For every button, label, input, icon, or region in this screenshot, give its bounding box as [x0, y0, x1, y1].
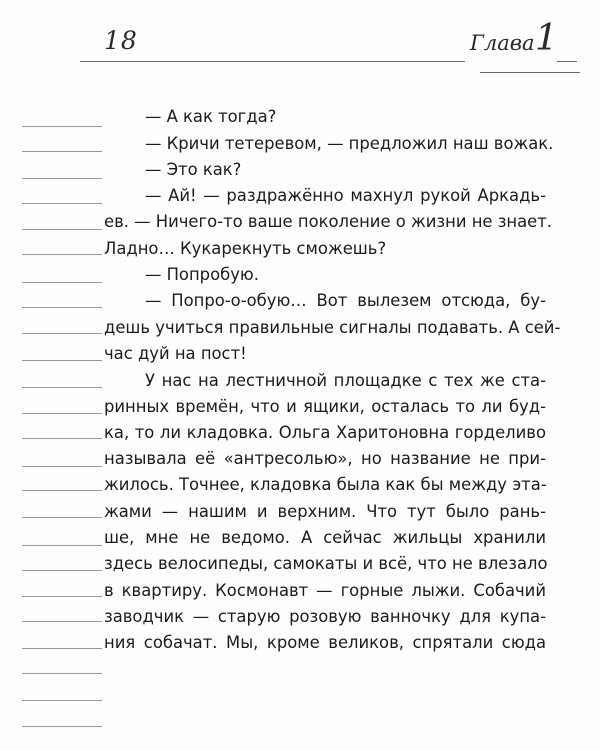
- margin-rule: [22, 545, 102, 546]
- page-number: 18: [104, 26, 138, 55]
- text-line: час дуй на пост!: [104, 344, 247, 363]
- margin-rule: [22, 517, 102, 518]
- header-rule: [80, 61, 465, 62]
- margin-rule: [22, 570, 102, 571]
- text-line: здесь велосипеды, самокаты и всё, что не влезало: [104, 554, 548, 573]
- chapter-number: 1: [535, 18, 558, 59]
- text-line: — Кричи тетеревом, — предложил наш вожак.: [145, 134, 554, 153]
- margin-rule: [22, 596, 102, 597]
- text-line: жилось. Точнее, кладовка была как бы между эта-: [104, 475, 547, 494]
- text-line: называла её «антресолью», но название не при-: [104, 449, 546, 468]
- text-line: — Ай! — раздражённо махнул рукой Аркадь-: [145, 186, 546, 205]
- text-line: ринных времён, что и ящики, осталась то ли буд-: [104, 397, 546, 416]
- text-line: ев. — Ничего-то ваше поколение о жизни не знает.: [104, 212, 553, 231]
- header-rule-lower: [480, 72, 580, 73]
- text-line: заводчик — старую розовую ванночку для купа-: [104, 607, 546, 626]
- margin-rule: [22, 126, 102, 127]
- margin-rule: [22, 466, 102, 467]
- text-line: дешь учиться правильные сигналы подавать. А сей-: [104, 318, 561, 337]
- margin-rule: [22, 360, 102, 361]
- margin-rule: [22, 438, 102, 439]
- margin-rule: [22, 490, 102, 491]
- text-line: У нас на лестничной площадке с тех же ста-: [145, 371, 546, 390]
- margin-rule: [22, 178, 102, 179]
- margin-rule: [22, 254, 102, 255]
- margin-rule: [22, 151, 102, 152]
- margin-rule: [22, 387, 102, 388]
- margin-rule: [22, 621, 102, 622]
- chapter-label: Глава: [470, 31, 535, 55]
- margin-rule: [22, 413, 102, 414]
- margin-rule: [22, 282, 102, 283]
- text-line: ния собачат. Мы, кроме великов, спрятали сюда: [104, 633, 546, 652]
- margin-rule: [22, 333, 102, 334]
- margin-rule: [22, 700, 102, 701]
- text-line: — Это как?: [145, 160, 242, 179]
- text-line: жами — нашим и верхним. Что тут было рань-: [104, 502, 546, 521]
- margin-rule: [22, 229, 102, 230]
- text-line: в квартиру. Космонавт — горные лыжи. Собачий: [104, 581, 546, 600]
- margin-rule: [22, 648, 102, 649]
- text-line: ка, то ли кладовка. Ольга Харитоновна горделиво: [104, 423, 546, 442]
- header-rule-right: [557, 61, 577, 62]
- text-line: Ладно… Кукарекнуть сможешь?: [104, 239, 387, 258]
- margin-rule: [22, 726, 102, 727]
- text-line: ше, мне не ведомо. А сейчас жильцы хранили: [104, 528, 546, 547]
- text-line: — А как тогда?: [145, 107, 277, 126]
- margin-rule: [22, 673, 102, 674]
- margin-rule: [22, 307, 102, 308]
- margin-rule: [22, 203, 102, 204]
- text-line: — Попробую.: [145, 265, 259, 284]
- text-line: — Попро-о-обую… Вот вылезем отсюда, бу-: [145, 291, 546, 310]
